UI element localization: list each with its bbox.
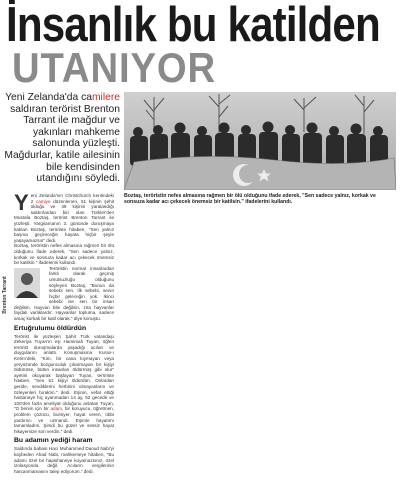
p4-rest: , bir koruyucu, öğretmen, problem çözücü, bursiyer, hayat veren, tıbbi yardımcı ve uzmandı. Eşimle hayatımı tamamladım. Şimdi bu güzel ve sessiz hayat hikayemize son verdin." dedi. [14,406,114,434]
subheading-1: Ertuğrulumu öldürdün [14,324,87,332]
body-paragraph-2: Boztaş, teröristin nefes almasına rağmen bir ölü olduğunu ifade ederek, "Sen sadece yalnız, korkak ve sonsuza kadar acı çekecek önemsiz bir katilsin." ifadelerini kullandı. [14,243,114,266]
lede-paragraph [4,92,120,185]
article-body [14,190,114,474]
news-photo [124,92,396,190]
p4-start: Terörist ile yüzleşen Şahit Türk vatandaşı Zekeriya Tuyan'ın eşi Hamimah Tuyan, öğlen terörist duruşmalarda yaşadığı acıları ve duygularını anlattı. Konuşmasına Kuran-ı Kerim'deki, "Kim, bir cana kıymayan veya yeryüzünde bozgunculuk çıkarmayan bir kişiyi öldürürse, bütün insanları öldürmüş gibi olur" ayetini okuyarak başlayan Tuyan, teröriste hitaben, "Sen 51 kişiyi öldürdün. Onlardan geride, sevdiklerini herbirini olmayanların ve özleyenleri bıraktın." dedi. Eşinin, vefat ettiği hastaneye hiç uyanmadan 14 ay, 52 gecede ve 100'den fazla ameliyat olduğunu anlatan Tuyan, "O benim için bir [14,333,114,412]
p1-start: eni Zelanda'nın Christchurch kentindeki 2 [30,193,114,204]
subheading-2: Bu adamın yediği haram [14,437,93,445]
body-paragraph-5: Saldırıda babası Hacı Muhammed Daoud Nabi'yi kaybeden Ahad Nabi, mahkemeye hitaben, "Bu adamı özel bir hapishaneye koyamazsınız, özel izolasyonda değil. Acıların vergilerinin harcanmamasını talep ediyorum." dedi. [14,446,114,474]
photo-caption: Boztaş, teröristin nefes almasına rağmen bir ölü olduğunu ifade ederek, "Sen sadece yalnız, korkak ve sonsuza kadar acı çekecek önemsiz bir katilsin." ifadelerini kullandı. [124,193,376,206]
crowd-with-flag-image [124,92,396,190]
lede-text-start: Yeni Zelanda'da ca [5,92,92,103]
p1-highlight: camiye [35,198,51,204]
drop-cap: Y [14,190,29,215]
headline-line1: İnsanlık bu katilden [6,0,380,52]
author-byline [0,270,10,330]
body-paragraph-1 [14,190,114,243]
author-name-text: Brenton Tarrant [2,276,8,314]
lede-highlight: milere [91,92,120,103]
lede-text-end: saldıran terörist Brenton Tarrant ile mağdur ve yakınları mahkeme salonunda yüzleşti. Mağdurlar, katile ailesinin bile kendisinden utandığını söyledi. [4,103,120,185]
author-portrait [14,268,46,302]
author-photo-image [14,268,40,298]
headline-line2: UTANIYOR [12,44,217,91]
body-paragraph-4 [14,334,114,435]
p1-rest: düzenlenen, 51 kişinin şehit olduğu ve 49 kişinin yaralandığı saldırılardan biri olan Türkler'den Mustafa Boztaş, terörist Brenton Tarrant ile yüzleşti. Yargılamanın 3. gününde duruşmaya katılan Boztaş, teröriste hitaben, "Sen yalnız başına geçireceğin hayata hiçbir şeyle yaşayamazsın" dedi. [14,198,114,243]
p4-highlight: adam [50,406,62,412]
body-paragraph-3: Teröristin normal insanlardan farklı olarak geçmiş umutsuzluğu olduğunu söyleyen Boztaş, "Bunun da sebebi sen. İlk sebebi, senin hiçbir geleceğin yok. İkinci sebebi ise sen bir insan değilsin. Hayvan bile değilsin, zira hayvanlar faydalı varlıklardır. Hayvanlar topluma, sadece amaç korkak bir katil olarak." diye konuştu. [14,265,114,322]
